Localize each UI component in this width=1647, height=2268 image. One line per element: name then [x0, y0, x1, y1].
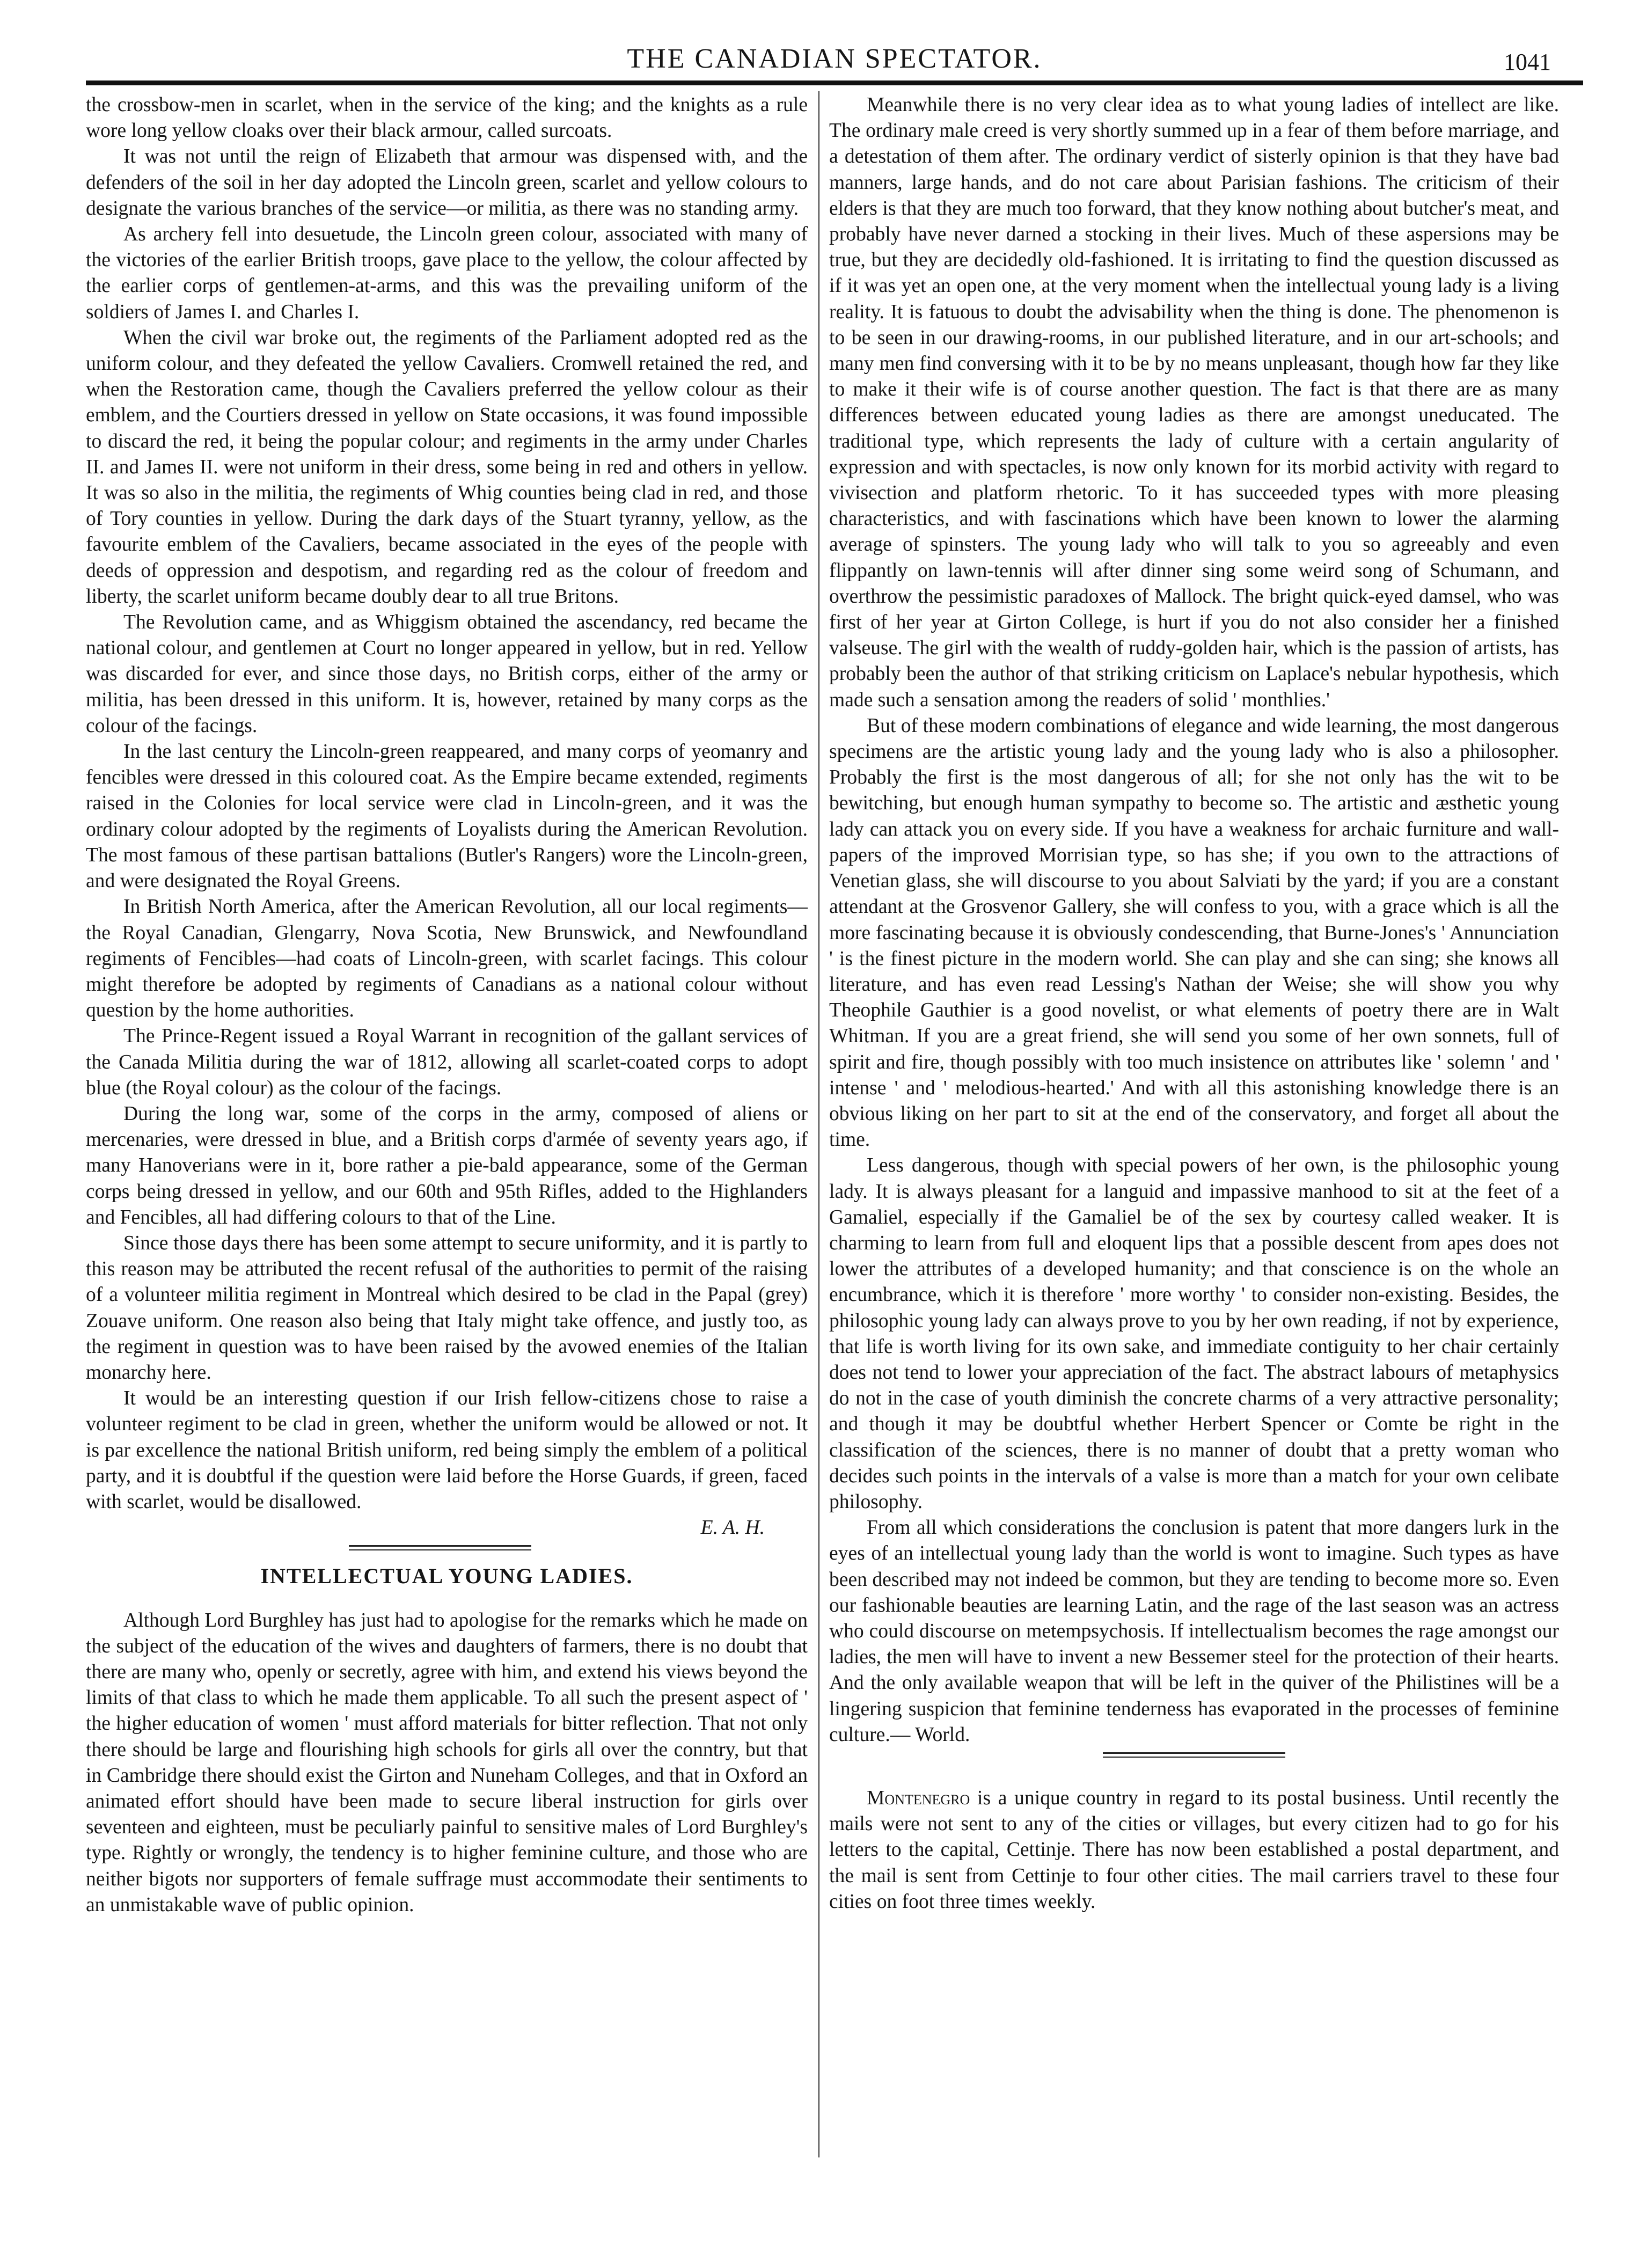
- page-header: [86, 32, 1583, 86]
- column-divider: [818, 91, 819, 2157]
- paragraph: As archery fell into desuetude, the Lincoln green colour, associated with many of the victories of the earlier British troops, gave place to the yellow, the colour affected by the earlier corps of gentlemen-at-arms, and this was the prevailing uniform of the soldiers of James I. and Charles I.: [86, 223, 808, 323]
- author-signature: E. A. H.: [700, 1517, 765, 1539]
- paragraph: Although Lord Burghley has just had to apologise for the remarks which he made on the subject of the education of the wives and daughters of farmers, there is no doubt that there are many who, openly or secretly, agree with him, and extend his views beyond the limits of that class to which he made them applicable. To all such the present aspect of ' the higher education of women ' must afford materials for bitter reflection. That not only there should be large and flourishing high schools for girls all over the conntry, but that in Cambridge there should exist the Girton and Nuneham Colleges, and that in Oxford an animated effort should have been made to secure liberal instruction for girls over seventeen and eighteen, must be peculiarly painful to sensitive males of Lord Burghley's type. Rightly or wrongly, the tendency is to higher feminine culture, and those who are neither bigots nor supporters of female suffrage must accommodate their sentiments to an unmistakable wave of public opinion.: [86, 1609, 808, 1916]
- section-divider: [829, 1748, 1559, 1764]
- paragraph: Since those days there has been some attempt to secure uniformity, and it is partly to this reason may be attributed the recent refusal of the authorities to permit of the raising of a volunteer militia regiment in Montreal which desired to be clad in the Papal (grey) Zouave uniform. One reason also being that Italy might take offence, and justly too, as the regiment in question was to have been raised by the avowed enemies of the Italian monarchy here.: [86, 1232, 808, 1384]
- article-heading: INTELLECTUAL YOUNG LADIES.: [260, 1564, 633, 1589]
- note-text: is a unique country in regard to its postal business. Until recently the mails were not sent to any of the cities or villages, but every citizen had to go for his letters to the capital, Cettinje. There has now been established a postal department, and the mail is sent from Cettinje to four other cities. The mail carriers travel to these four cities on foot three times weekly.: [829, 1787, 1559, 1913]
- paragraph: Meanwhile there is no very clear idea as to what young ladies of intellect are like. The ordinary male creed is very shortly summed up in a fear of them before marriage, and a detestation of them after. The ordinary verdict of sisterly opinion is that they have bad manners, large hands, and do not care about Parisian fashions. The criticism of their elders is that they are much too forward, that they know nothing about butcher's meat, and probably have never darned a stocking in their lives. Much of these aspersions may be true, but they are decidedly old-fashioned. It is irritating to find the question discussed as if it was yet an open one, at the very moment when the intellectual young lady is a living reality. It is fatuous to doubt the advisability when the thing is done. The phenomenon is to be seen in our drawing-rooms, in our published literature, and in our art-schools; and many men find conversing with it to be by no means unpleasant, though how far they like to make it their wife is of course another question. The fact is that there are as many differences between educated young ladies as there are amongst uneducated. The traditional type, which represents the lady of culture with a certain angularity of expression and with spectacles, is now only known for its morbid activity with regard to vivisection and platform rhetoric. To it has succeeded types with more pleasing characteristics, and with fascinations which have been known to lower the alarming average of spinsters. The young lady who will talk to you so agreeably and even flippantly on lawn-tennis will after dinner sing some weird song of Schumann, and overthrow the pessimistic paradoxes of Mallock. The bright quick-eyed damsel, who was first of her year at Girton College, is hurt if you do not also consider her a finished valseuse. The girl with the wealth of ruddy-golden hair, which is the passion of artists, has probably been the author of that striking criticism on Laplace's nebular hypothesis, which made such a sensation among the readers of solid ' monthlies.': [829, 94, 1559, 711]
- paragraph: The Prince-Regent issued a Royal Warrant in recognition of the gallant services of the Canada Militia during the war of 1812, allowing all scarlet-coated corps to adopt blue (the Royal colour) as the colour of the facings.: [86, 1025, 808, 1099]
- news-note: [829, 1786, 1559, 1915]
- spacer: [829, 1764, 1559, 1786]
- left-column: [86, 92, 808, 1918]
- paragraph: In the last century the Lincoln-green reappeared, and many corps of yeomanry and fencibles were dressed in this coloured coat. As the Empire became extended, regiments raised in the Colonies for local service were clad in Lincoln-green, and it was the ordinary colour adopted by the regiments of Loyalists during the American Revolution. The most famous of these partisan battalions (Butler's Rangers) wore the Lincoln-green, and were designated the Royal Greens.: [86, 741, 808, 892]
- paragraph: the crossbow-men in scarlet, when in the service of the king; and the knights as a rule wore long yellow cloaks over their black armour, called surcoats.: [86, 94, 808, 142]
- section-divider: [86, 1541, 808, 1557]
- page-number: 1041: [1504, 49, 1551, 75]
- paragraph: But of these modern combinations of elegance and wide learning, the most dangerous specimens are the artistic young lady and the young lady who is also a philosopher. Probably the first is the most dangerous of all; for she not only has the wit to be bewitching, but enough human sympathy to become so. The artistic and æsthetic young lady can attack you on every side. If you have a weakness for archaic furniture and wall-papers of the improved Morrisian type, so has she; if you own to the attractions of Venetian glass, she will discourse to you about Salviati by the yard; if you are a constant attendant at the Grosvenor Gallery, she will confess to you, with a grace which is all the more fascinating because it is obviously condescending, that Burne-Jones's ' Annunciation ' is the finest picture in the modern world. She can play and she can sing; she knows all literature, and has even read Lessing's Nathan der Weise; she will show you why Theophile Gauthier is a good novelist, or what elements of poetry there are in Walt Whitman. If you are a great friend, she will send you some of her own sonnets, full of spirit and fire, though possibly with too much insistence on attributes like ' solemn ' and ' intense ' and ' melodious-hearted.' And with all this astonishing knowledge there is an obvious liking on her part to sit at the end of the conservatory, and forget all about the time.: [829, 714, 1559, 1151]
- paragraph: It was not until the reign of Elizabeth that armour was dispensed with, and the defenders of the soil in her day adopted the Lincoln green, scarlet and yellow colours to designate the various branches of the service—or militia, as there was no standing army.: [86, 145, 808, 220]
- paragraph: When the civil war broke out, the regiments of the Parliament adopted red as the uniform colour, and they defeated the yellow Cavaliers. Cromwell retained the red, and when the Restoration came, though the Cavaliers preferred the yellow colour as their emblem, and the Courtiers dressed in yellow on State occasions, it was found impossible to discard the red, it being the popular colour; and regiments in the army under Charles II. and James II. were not uniform in their dress, some being in red and others in yellow. It was so also in the militia, the regiments of Whig counties being clad in red, and those of Tory counties in yellow. During the dark days of the Stuart tyranny, yellow, as the favourite emblem of the Cavaliers, became associated in the eyes of the people with deeds of oppression and despotism, and regarding red as the colour of freedom and liberty, the scarlet uniform became doubly dear to all true Britons.: [86, 326, 808, 608]
- paragraph: It would be an interesting question if our Irish fellow-citizens chose to raise a volunteer regiment to be clad in green, whether the uniform would be allowed or not. It is par excellence the national British uniform, red being simply the emblem of a political party, and it is doubtful if the question were laid before the Horse Guards, if green, faced with scarlet, would be disallowed.: [86, 1387, 808, 1513]
- note-lead: Montenegro: [867, 1787, 970, 1809]
- newspaper-title: THE CANADIAN SPECTATOR.: [627, 43, 1042, 74]
- paragraph: Less dangerous, though with special powers of her own, is the philosophic young lady. It is always pleasant for a languid and impassive manhood to sit at the feet of a Gamaliel, especially if the Gamaliel be of the sex by courtesy called weaker. It is charming to learn from full and eloquent lips that a possible descent from apes does not lower the attributes of a developed humanity; and that conscience is on the whole an encumbrance, which it is therefore ' more worthy ' to consider non-existing. Besides, the philosophic young lady can always prove to you by her own reading, if not by experience, that life is worth living for its own sake, and immediate contiguity to her chair certainly does not tend to lower your appreciation of the fact. The abstract labours of metaphysics do not in the case of youth diminish the concrete charms of a very attractive personality; and though it may be doubtful whether Herbert Spencer or Comte be right in the classification of the sciences, there is no manner of doubt that a pretty woman who decides such points in the intervals of a valse is more than a match for your own celibate philosophy.: [829, 1154, 1559, 1513]
- right-column: [829, 92, 1559, 1915]
- paragraph: In British North America, after the American Revolution, all our local regiments—the Royal Canadian, Glengarry, Nova Scotia, New Brunswick, and Newfoundland regiments of Fencibles—had coats of Lincoln-green, with scarlet facings. This colour might therefore be adopted by regiments of Canadians as a national colour without question by the home authorities.: [86, 896, 808, 1022]
- paragraph: During the long war, some of the corps in the army, composed of aliens or mercenaries, were dressed in blue, and a British corps d'armée of seventy years ago, if many Hanoverians were in it, bore rather a pie-bald appearance, some of the German corps being dressed in yellow, and our 60th and 95th Rifles, added to the Highlanders and Fencibles, all had differing colours to that of the Line.: [86, 1102, 808, 1228]
- header-rule: [86, 81, 1583, 85]
- paragraph: From all which considerations the conclusion is patent that more dangers lurk in the eyes of an intellectual young lady than the world is wont to imagine. Such types as have been described may not indeed be common, but they are tending to become more so. Even our fashionable beauties are learning Latin, and the rage of the last season was an actress who could discourse on metempsychosis. If intellectualism becomes the rage amongst our ladies, the men will have to invent a new Bessemer steel for the protection of their hearts. And the only available weapon that will be left in the quiver of the Philistines will be a lingering suspicion that feminine tenderness has evaporated in the processes of feminine culture.— World.: [829, 1517, 1559, 1746]
- paragraph: The Revolution came, and as Whiggism obtained the ascendancy, red became the national colour, and gentlemen at Court no longer appeared in yellow, but in red. Yellow was discarded for ever, and since those days, no British corps, either of the army or militia, has been dressed in this uniform. It is, however, retained by many corps as the colour of the facings.: [86, 611, 808, 737]
